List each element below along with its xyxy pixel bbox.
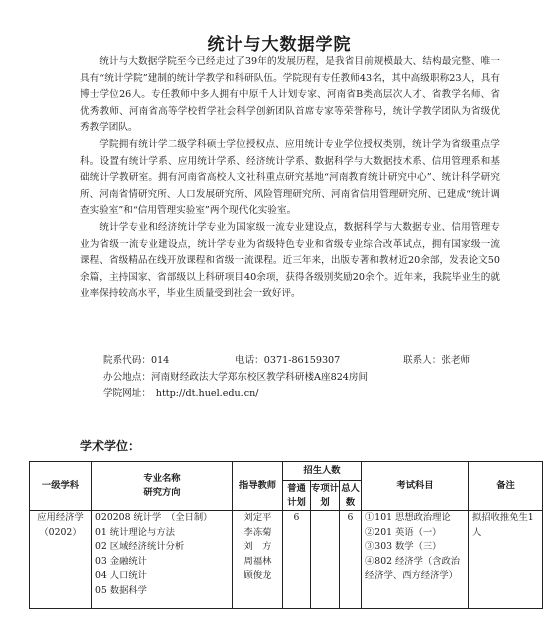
- header-total: 总人数: [340, 481, 362, 511]
- exam-item: ①101 思想政治理论: [365, 512, 451, 523]
- header-plan-special: 专项计划: [311, 481, 340, 511]
- degree-table: [29, 461, 543, 609]
- supervisor-item: 刘定平: [243, 512, 272, 523]
- department-code: 院系代码：014: [103, 355, 170, 366]
- supervisor-item: 李冻菊: [243, 526, 272, 538]
- office-address: 办公地点：河南财经政法大学郑东校区教学科研楼A座824房间: [103, 371, 369, 383]
- major-item: 01 统计理论与方法: [95, 526, 175, 538]
- exam-item: ②201 英语（一）: [365, 526, 442, 538]
- page-title: 统计与大数据学院: [207, 35, 352, 55]
- website[interactable]: 学院网址： http://dt.huel.edu.cn/: [103, 388, 259, 399]
- contact-person: 联系人：张老师: [403, 355, 471, 366]
- header-supervisor: 指导教师: [233, 462, 283, 511]
- major-item: 020208 统计学 （全日制）: [95, 512, 213, 523]
- supervisor-item: 刘 方: [243, 541, 272, 552]
- header-plan-general: 普通计划: [283, 481, 311, 511]
- cell-discipline: 应用经济学（0202）: [30, 511, 92, 609]
- header-research-direction: 研究方向: [143, 487, 181, 498]
- contact-block: [103, 353, 523, 403]
- cell-supervisors: [233, 511, 283, 609]
- major-item: 05 数据科学: [95, 584, 147, 596]
- supervisor-item: 顾俊龙: [243, 570, 272, 581]
- major-item: 04 人口统计: [95, 570, 147, 581]
- intro-paragraph: 统计学专业和经济统计学专业为国家级一流专业建设点，数据科学与大数据专业、信用管理专业为省级一流专业建设点，统计学专业为省级特色专业和省级专业综合改革试点，拥有国家级一流课程、省级精品在线开放课程和省级一流课程。近三年来，出版专著和教材近20余部，发表论文50余篇，主持国家、省部级以上科研项目40余项，获得各级别奖励20余个。近年来，我院毕业生的就业率保持较高水平，毕业生质量受到社会一致好评。: [80, 221, 500, 300]
- section-title: 学术学位：: [80, 439, 141, 453]
- header-notes: 备注: [469, 462, 543, 511]
- cell-plan-general: 6: [283, 511, 311, 609]
- header-enrollment: 招生人数: [283, 462, 362, 481]
- intro-paragraph: 统计与大数据学院至今已经走过了39年的发展历程，是我省目前规模最大、结构最完整、唯一具有“统计学院”建制的统计学教学和科研队伍。学院现有专任教师43名，其中高级职称23人，具有博士学位26人。专任教师中多人拥有中原千人计划专家、河南省B类高层次人才、省教学名师、省优秀教师、河南省高等学校哲学社会科学创新团队首席专家等荣誉称号，统计学教学团队为省级优秀教学团队。: [80, 56, 500, 134]
- intro-paragraph: 学院拥有统计学二级学科硕士学位授权点、应用统计专业学位授权类别，统计学为省级重点学科。设置有统计学系、应用统计学系、经济统计学系、数据科学与大数据技术系、信用管理系和基础统计学教研室。拥有河南省高校人文社科重点研究基地“河南教育统计研究中心”、统计科学研究所、河南省情研究所、人口发展研究所、风险管理研究所、河南省信用管理研究所、已建成“统计调查实验室”和“信用管理实验室”两个现代化实验室。: [80, 138, 500, 217]
- exam-item: ③303 数学（三）: [365, 541, 442, 552]
- intro-text: [80, 54, 500, 303]
- cell-notes: 拟招收推免生1人: [469, 511, 543, 609]
- major-item: 03 金融统计: [95, 555, 147, 567]
- header-exam: 考试科目: [362, 462, 469, 511]
- table-row: [30, 511, 543, 609]
- cell-plan-special: [311, 511, 340, 609]
- major-item: 02 区域经济统计分析: [95, 541, 185, 552]
- exam-item: ④802 经济学（含政治经济学、西方经济学）: [365, 555, 461, 581]
- header-major: [92, 462, 233, 511]
- cell-majors: [92, 511, 233, 609]
- supervisor-item: 周福林: [243, 555, 272, 567]
- header-discipline: 一级学科: [30, 462, 92, 511]
- header-major-name: 专业名称: [143, 473, 181, 484]
- phone: 电话：0371-86159307: [235, 355, 341, 366]
- cell-exams: [362, 511, 469, 609]
- cell-total: 6: [340, 511, 362, 609]
